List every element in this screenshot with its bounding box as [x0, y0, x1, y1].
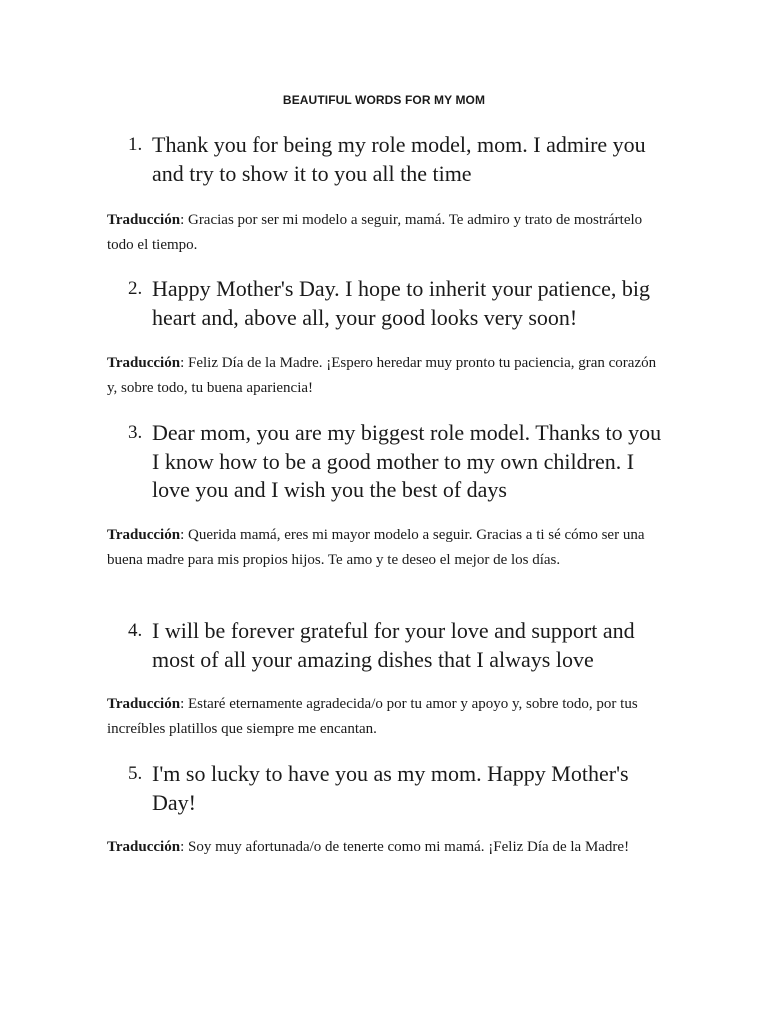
item-text: Thank you for being my role model, mom. I admire you and try to show it to you all the time	[152, 132, 646, 186]
translation-label: Traducción	[107, 355, 181, 371]
translation-label: Traducción	[107, 212, 181, 228]
item-text: I will be forever grateful for your love and support and most of all your amazing dishes that I always love	[152, 618, 635, 672]
item-text: I'm so lucky to have you as my mom. Happy Mother's Day!	[152, 761, 629, 815]
translation-text: : Querida mamá, eres mi mayor modelo a seguir. Gracias a ti sé cómo ser una buena madre para mis propios hijos. Te amo y te deseo el mejor de los días.	[107, 527, 645, 568]
translation-paragraph	[107, 835, 667, 860]
translation-paragraph	[107, 692, 667, 742]
item-number: 1.	[128, 134, 143, 155]
translation-text: : Estaré eternamente agradecida/o por tu amor y apoyo y, sobre todo, por tus increíbles platillos que siempre me encantan.	[107, 696, 638, 737]
translation-paragraph	[107, 523, 667, 573]
translation-label: Traducción	[107, 527, 181, 543]
translation-text: : Soy muy afortunada/o de tenerte como mi mamá. ¡Feliz Día de la Madre!	[180, 839, 630, 855]
item-text: Dear mom, you are my biggest role model. Thanks to you I know how to be a good mother to my own children. I love you and I wish you the best of days	[152, 420, 662, 502]
translation-label: Traducción	[107, 839, 181, 855]
item-number: 5.	[128, 763, 143, 784]
translation-text: : Feliz Día de la Madre. ¡Espero heredar muy pronto tu paciencia, gran corazón y, sobre todo, tu buena apariencia!	[107, 355, 657, 396]
item-text: Happy Mother's Day. I hope to inherit your patience, big heart and, above all, your good looks very soon!	[152, 276, 651, 330]
document-title: BEAUTIFUL WORDS FOR MY MOM	[282, 93, 486, 107]
translation-paragraph	[107, 351, 667, 401]
item-number: 2.	[128, 278, 143, 299]
translation-paragraph	[107, 208, 667, 258]
item-number: 3.	[128, 422, 143, 443]
translation-label: Traducción	[107, 696, 181, 712]
item-number: 4.	[128, 620, 143, 641]
translation-text: : Gracias por ser mi modelo a seguir, mamá. Te admiro y trato de mostrártelo todo el tiempo.	[107, 212, 643, 253]
